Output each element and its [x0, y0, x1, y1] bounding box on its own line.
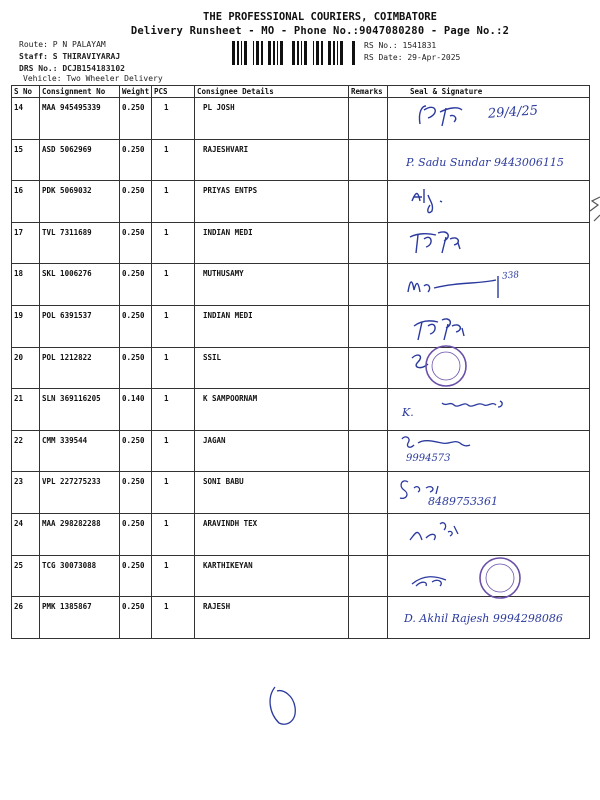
- sno-cell: 21: [12, 389, 40, 431]
- handwritten-signature: [388, 431, 590, 473]
- table-row: [12, 347, 590, 389]
- route-label: Route: P N PALAYAM: [19, 40, 106, 49]
- consignment-cell: MAA 945495339: [40, 98, 120, 140]
- table-row: [12, 98, 590, 140]
- pcs-cell: 1: [152, 513, 195, 555]
- consignee-cell: KARTHIKEYAN: [195, 555, 349, 597]
- sno-cell: 15: [12, 139, 40, 181]
- col-header-pcs: PCS: [152, 86, 195, 98]
- handwritten-signature: [388, 389, 590, 431]
- consignee-cell: ARAVINDH TEX: [195, 513, 349, 555]
- handwritten-signature: [388, 514, 590, 556]
- consignee-cell: SSIL: [195, 347, 349, 389]
- table-row: [12, 222, 590, 264]
- signature-text: 29/4/25: [487, 103, 539, 122]
- weight-cell: 0.250: [120, 472, 152, 514]
- remarks-cell: [349, 555, 388, 597]
- table-header-row: [12, 86, 590, 98]
- pcs-cell: 1: [152, 305, 195, 347]
- table-row: [12, 264, 590, 306]
- seal-stamp: [426, 346, 466, 386]
- weight-cell: 0.250: [120, 264, 152, 306]
- consignee-cell: PRIYAS ENTPS: [195, 181, 349, 223]
- pen-scribble: [265, 683, 305, 728]
- pcs-cell: 1: [152, 389, 195, 431]
- staff-label: Staff: S THIRAVIYARAJ: [19, 52, 121, 61]
- pcs-cell: 1: [152, 555, 195, 597]
- remarks-cell: [349, 181, 388, 223]
- weight-cell: 0.250: [120, 181, 152, 223]
- weight-cell: 0.250: [120, 98, 152, 140]
- handwritten-signature: [388, 264, 590, 306]
- sno-cell: 14: [12, 98, 40, 140]
- table-row: [12, 139, 590, 181]
- col-header-sno: S No: [12, 86, 40, 98]
- remarks-cell: [349, 389, 388, 431]
- weight-cell: 0.250: [120, 597, 152, 639]
- consignment-cell: MAA 298282288: [40, 513, 120, 555]
- sno-cell: 22: [12, 430, 40, 472]
- signature-cell: [388, 305, 590, 347]
- rs-number: RS No.: 1541831: [364, 41, 437, 50]
- table-row: [12, 430, 590, 472]
- weight-cell: 0.250: [120, 513, 152, 555]
- consignee-cell: RAJESH: [195, 597, 349, 639]
- pcs-cell: 1: [152, 264, 195, 306]
- col-header-remarks: Remarks: [349, 86, 388, 98]
- pcs-cell: 1: [152, 472, 195, 514]
- sno-cell: 20: [12, 347, 40, 389]
- remarks-cell: [349, 347, 388, 389]
- signature-cell: [388, 430, 590, 472]
- table-row: [12, 472, 590, 514]
- barcode: [232, 41, 356, 65]
- remarks-cell: [349, 98, 388, 140]
- pcs-cell: 1: [152, 98, 195, 140]
- runsheet-table: [11, 85, 590, 639]
- signature-text: D. Akhil Rajesh 9994298086: [404, 612, 563, 626]
- pcs-cell: 1: [152, 181, 195, 223]
- table-row: [12, 555, 590, 597]
- remarks-cell: [349, 222, 388, 264]
- remarks-cell: [349, 472, 388, 514]
- vehicle-label: Vehicle: Two Wheeler Delivery: [23, 74, 163, 83]
- signature-cell: [388, 597, 590, 639]
- drs-number: DRS No.: DCJB154183102: [19, 64, 125, 73]
- weight-cell: 0.250: [120, 222, 152, 264]
- consignment-cell: PMK 1385867: [40, 597, 120, 639]
- consignment-cell: SKL 1006276: [40, 264, 120, 306]
- weight-cell: 0.250: [120, 347, 152, 389]
- consignment-cell: CMM 339544: [40, 430, 120, 472]
- consignee-cell: SONI BABU: [195, 472, 349, 514]
- sno-cell: 24: [12, 513, 40, 555]
- seal-stamp: [480, 558, 520, 598]
- signature-text: P. Sadu Sundar 9443006115: [406, 155, 564, 169]
- runsheet-title: Delivery Runsheet - MO - Phone No.:9047080280 - Page No.:2: [130, 25, 510, 37]
- pcs-cell: 1: [152, 139, 195, 181]
- sno-cell: 19: [12, 305, 40, 347]
- consignee-cell: INDIAN MEDI: [195, 222, 349, 264]
- rs-date: RS Date: 29-Apr-2025: [364, 53, 461, 62]
- consignment-cell: VPL 227275233: [40, 472, 120, 514]
- handwritten-signature: [388, 306, 590, 348]
- consignment-cell: POL 1212822: [40, 347, 120, 389]
- remarks-cell: [349, 139, 388, 181]
- weight-cell: 0.250: [120, 305, 152, 347]
- signature-text: 8489753361: [428, 495, 498, 509]
- signature-cell: [388, 513, 590, 555]
- signature-cell: [388, 98, 590, 140]
- sno-cell: 23: [12, 472, 40, 514]
- consignee-cell: JAGAN: [195, 430, 349, 472]
- weight-cell: 0.140: [120, 389, 152, 431]
- signature-cell: [388, 181, 590, 223]
- consignment-cell: ASD 5062969: [40, 139, 120, 181]
- remarks-cell: [349, 264, 388, 306]
- consignee-cell: MUTHUSAMY: [195, 264, 349, 306]
- sno-cell: 26: [12, 597, 40, 639]
- pcs-cell: 1: [152, 430, 195, 472]
- signature-text: 338: [501, 270, 520, 283]
- signature-cell: [388, 222, 590, 264]
- consignment-cell: TVL 7311689: [40, 222, 120, 264]
- signature-cell: [388, 264, 590, 306]
- table-row: [12, 181, 590, 223]
- consignee-cell: INDIAN MEDI: [195, 305, 349, 347]
- consignee-cell: RAJESHVARI: [195, 139, 349, 181]
- pcs-cell: 1: [152, 347, 195, 389]
- remarks-cell: [349, 597, 388, 639]
- sno-cell: 18: [12, 264, 40, 306]
- sno-cell: 25: [12, 555, 40, 597]
- table-row: [12, 305, 590, 347]
- signature-cell: [388, 347, 590, 389]
- signature-cell: [388, 389, 590, 431]
- col-header-consignee: Consignee Details: [195, 86, 349, 98]
- handwritten-signature: [388, 181, 590, 223]
- table-row: [12, 597, 590, 639]
- handwritten-signature: [388, 556, 590, 598]
- sno-cell: 17: [12, 222, 40, 264]
- consignment-cell: PDK 5069032: [40, 181, 120, 223]
- signature-text: K.: [402, 406, 414, 420]
- handwritten-signature: [388, 348, 590, 390]
- pcs-cell: 1: [152, 597, 195, 639]
- col-header-signature: Seal & Signature: [388, 86, 590, 98]
- consignment-cell: SLN 369116205: [40, 389, 120, 431]
- weight-cell: 0.250: [120, 430, 152, 472]
- remarks-cell: [349, 513, 388, 555]
- page-edge-mark: [588, 195, 600, 225]
- consignee-cell: PL JOSH: [195, 98, 349, 140]
- signature-text: 9994573: [406, 452, 451, 464]
- consignment-cell: POL 6391537: [40, 305, 120, 347]
- consignee-cell: K SAMPOORNAM: [195, 389, 349, 431]
- remarks-cell: [349, 305, 388, 347]
- sno-cell: 16: [12, 181, 40, 223]
- weight-cell: 0.250: [120, 139, 152, 181]
- pcs-cell: 1: [152, 222, 195, 264]
- consignment-cell: TCG 30073088: [40, 555, 120, 597]
- signature-cell: [388, 555, 590, 597]
- company-title: THE PROFESSIONAL COURIERS, COIMBATORE: [203, 11, 437, 23]
- table-row: [12, 513, 590, 555]
- table-row: [12, 389, 590, 431]
- col-header-consignment: Consignment No: [40, 86, 120, 98]
- remarks-cell: [349, 430, 388, 472]
- weight-cell: 0.250: [120, 555, 152, 597]
- signature-cell: [388, 472, 590, 514]
- signature-cell: [388, 139, 590, 181]
- col-header-weight: Weight: [120, 86, 152, 98]
- handwritten-signature: [388, 223, 590, 265]
